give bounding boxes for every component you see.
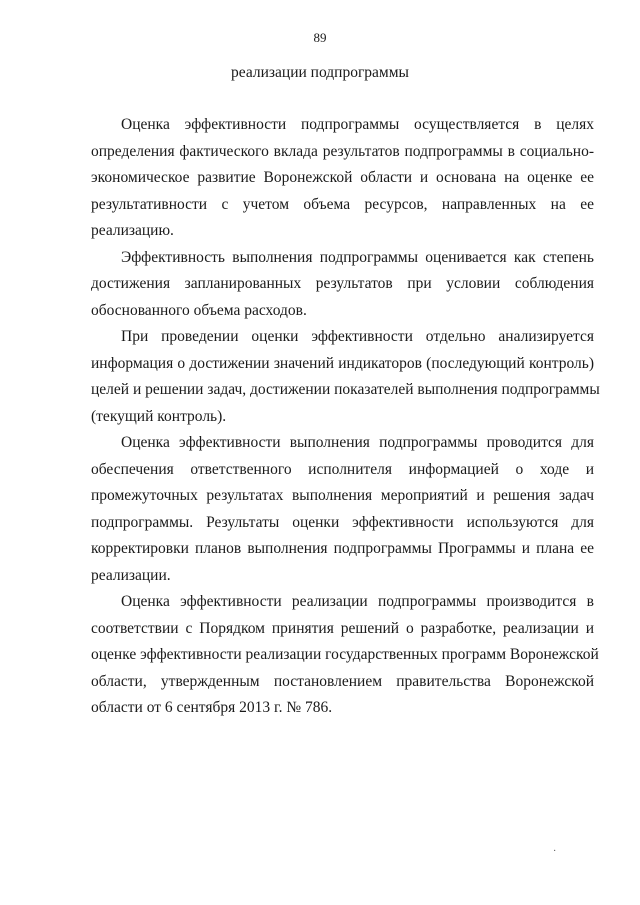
paragraph-4 <box>91 430 594 589</box>
text-line: Эффективность выполнения подпрограммы оценивается как степень <box>121 248 594 266</box>
text-line: информация о достижении значений индикаторов (последующий контроль) <box>91 354 594 372</box>
text-line: Оценка эффективности подпрограммы осуществляется в целях <box>121 116 594 133</box>
text-line: реализацию. <box>91 222 174 239</box>
text-line: результативности с учетом объема ресурсов, направленных на ее <box>91 195 594 213</box>
text-line: промежуточных результатах выполнения мероприятий и решения задач <box>91 487 594 504</box>
text-line: реализации. <box>91 566 171 584</box>
text-line: При проведении оценки эффективности отдельно анализируется <box>121 328 594 345</box>
text-line: целей и решении задач, достижении показателей выполнения подпрограммы <box>91 381 600 398</box>
text-line: (текущий контроль). <box>91 407 227 425</box>
paragraph-5 <box>91 589 599 722</box>
text-line: подпрограммы. Результаты оценки эффективности используются для <box>91 513 594 531</box>
page-number: 89 <box>313 30 327 45</box>
text-line: корректировки планов выполнения подпрограммы Программы и плана ее <box>91 540 594 557</box>
text-line: экономическое развитие Воронежской области и основана на оценке ее <box>91 169 594 186</box>
text-line: обеспечения ответственного исполнителя информацией о ходе и <box>91 460 594 478</box>
paragraph-2 <box>91 245 594 325</box>
text-line: соответствии с Порядком принятия решений о разработке, реализации и <box>91 619 594 637</box>
text-line: определения фактического вклада результатов подпрограммы в социально- <box>91 142 594 160</box>
paragraph-3 <box>91 324 600 430</box>
text-line: обоснованного объема расходов. <box>91 301 307 319</box>
text-line: области от 6 сентября 2013 г. № 786. <box>91 699 333 716</box>
corner-mark: · <box>553 846 557 857</box>
text-line: достижения запланированных результатов при условии соблюдения <box>91 275 594 292</box>
text-line: Оценка эффективности реализации подпрограммы производится в <box>121 593 594 610</box>
text-line: области, утвержденным постановлением правительства Воронежской <box>91 672 594 690</box>
text-line: оценке эффективности реализации государственных программ Воронежской <box>91 646 599 663</box>
paragraph-1 <box>91 112 594 245</box>
text-line: Оценка эффективности выполнения подпрограммы проводится для <box>121 434 594 451</box>
body-text <box>91 112 600 722</box>
section-heading: реализации подпрограммы <box>231 64 409 81</box>
